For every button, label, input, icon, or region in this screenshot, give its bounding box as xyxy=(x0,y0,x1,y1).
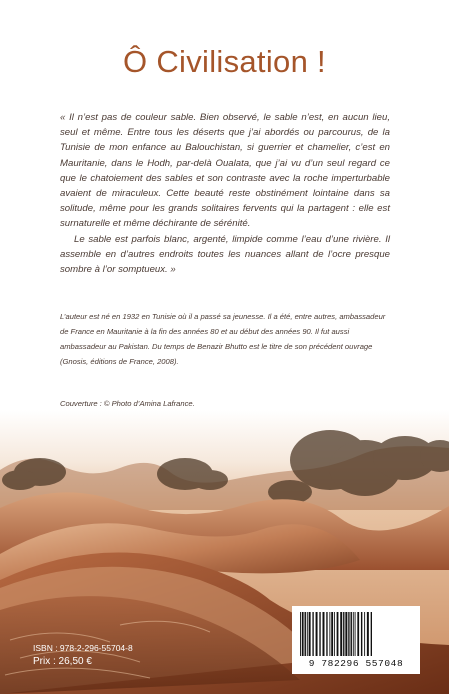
isbn-price-block xyxy=(33,641,133,669)
barcode-number: 9 782296 557048 xyxy=(308,658,404,669)
isbn-text: ISBN : 978-2-296-55704-8 xyxy=(33,643,133,653)
cover-credit: Couverture : © Photo d’Amina Lafrance. xyxy=(60,399,195,408)
author-bio: L’auteur est né en 1932 en Tunisie où il a passé sa jeunesse. Il a été, entre autres, ambassadeur de France en Mauritanie à la fin des années 80 et au début des années 90. Il fut aussi ambassadeur au Pakistan. Du temps de Benazir Bhutto est le titre de son précédent ouvrage (Gnosis, éditions de France, 2008). xyxy=(60,312,386,366)
barcode-bars xyxy=(292,606,420,658)
quote-paragraph-2: Le sable est parfois blanc, argenté, limpide comme l’eau d’une rivière. Il assemble en d’autres endroits toutes les nuances allant de l’ocre presque sombre à l’or somptueux. » xyxy=(60,233,390,276)
barcode xyxy=(292,606,420,674)
quote-block xyxy=(60,110,390,277)
quote-paragraph-1: « Il n’est pas de couleur sable. Bien observé, le sable n’est, en aucun lieu, seul et même. Entre tous les déserts que j’ai abordés ou parcourus, de la Tunisie de mon enfance au Balouchistan, si guerrier et chamelier, c’est en Mauritanie, dans le Hodh, par-delà Oualata, que j’ai vu d’un seul regard ce que le chatoiement des sables et son contraste avec la roche imperturbable avaient de miraculeux. Cette beauté reste obstinément lointaine dans sa solitude, même pour les grands solitaires fervents qui la partagent : elle est surnaturelle et même déchirante de sérénité. xyxy=(60,112,390,230)
price-text: Prix : 26,50 € xyxy=(33,656,92,667)
book-title: Ô Civilisation ! xyxy=(123,44,326,79)
